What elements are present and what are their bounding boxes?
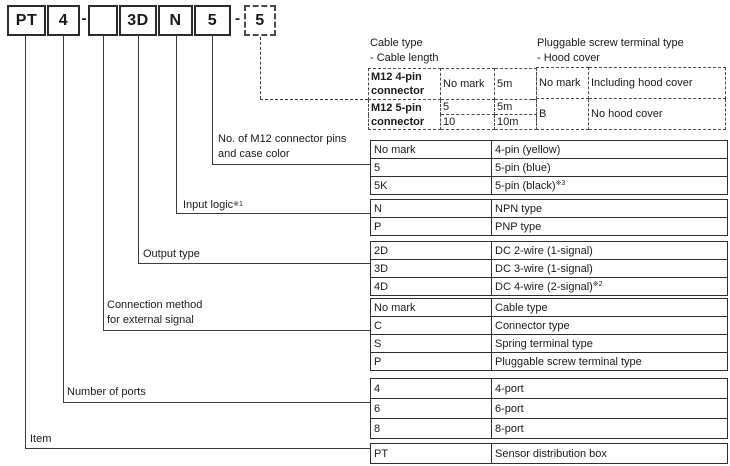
item-table: [370, 443, 728, 464]
table-row: [371, 177, 728, 195]
connector-line-cable-dashed: [260, 99, 368, 100]
model-segment-connection: [88, 5, 118, 36]
table-row: [371, 444, 728, 464]
table-row: [369, 69, 537, 100]
model-segment-ports: 4: [47, 5, 80, 36]
desc-cell: 8-port: [492, 419, 728, 439]
code-cell: 3D: [371, 260, 492, 278]
connector-line-input: [176, 36, 177, 213]
footnote-mark: ※2: [592, 280, 603, 288]
desc-cell: 6-port: [492, 399, 728, 419]
desc-cell: 4-port: [492, 379, 728, 399]
desc-cell: Spring terminal type: [492, 335, 728, 353]
connector-line-ports: [63, 402, 370, 403]
cable-table-heading: Cable type - Cable length: [370, 37, 439, 64]
hood-table-heading: Pluggable screw terminal type - Hood cover: [537, 37, 684, 64]
connector-line-output: [138, 36, 139, 263]
code-cell: P: [371, 353, 492, 371]
output-type-table: [370, 241, 728, 296]
cable-type-table: [368, 68, 537, 130]
table-row: [371, 335, 728, 353]
code-cell: 5: [441, 100, 495, 115]
code-cell: 4D: [371, 278, 492, 296]
connector-line-output: [138, 263, 370, 264]
length-cell: 5m: [495, 100, 537, 115]
code-cell: No mark: [371, 141, 492, 159]
table-row: [371, 317, 728, 335]
model-segment-pins: 5: [194, 5, 231, 36]
table-row: [371, 299, 728, 317]
code-cell: 5K: [371, 177, 492, 195]
table-row: [369, 100, 537, 115]
table-row: [371, 242, 728, 260]
table-row: [371, 218, 728, 236]
item-section-label: Item: [30, 433, 52, 445]
length-cell: 10m: [495, 115, 537, 130]
connection-section-label: Connection method for external signal: [107, 299, 203, 326]
table-row: [537, 99, 726, 130]
output-type-section-label: Output type: [143, 248, 200, 260]
table-row: [371, 141, 728, 159]
model-separator-dash: -: [81, 10, 87, 27]
connector-line-ports: [63, 36, 64, 402]
table-row: [371, 399, 728, 419]
desc-cell: No hood cover: [589, 99, 726, 130]
connector-line-item: [25, 448, 370, 449]
code-cell: 5: [371, 159, 492, 177]
desc-cell: Sensor distribution box: [492, 444, 728, 464]
desc-cell: Pluggable screw terminal type: [492, 353, 728, 371]
connection-method-table: [370, 298, 728, 371]
desc-cell: PNP type: [492, 218, 728, 236]
code-cell: No mark: [371, 299, 492, 317]
desc-cell: 5-pin (black)$^{※3}$: [492, 177, 728, 195]
connector-line-connection: [103, 330, 370, 331]
desc-cell: Connector type: [492, 317, 728, 335]
table-row: [371, 278, 728, 296]
model-segment-item: PT: [7, 5, 46, 36]
table-row: [371, 260, 728, 278]
cable-type-cell: M12 5-pin connector: [369, 100, 441, 130]
table-row: [371, 159, 728, 177]
desc-cell: DC 3-wire (1-signal): [492, 260, 728, 278]
connector-line-pins: [212, 164, 370, 165]
ports-section-label: Number of ports: [67, 386, 146, 398]
desc-cell: 4-pin (yellow): [492, 141, 728, 159]
code-cell: No mark: [537, 68, 589, 99]
hood-cover-table: [536, 67, 726, 130]
pins-section-label: No. of M12 connector pins and case color: [218, 133, 347, 160]
table-row: [371, 353, 728, 371]
desc-cell: DC 2-wire (1-signal): [492, 242, 728, 260]
code-cell: 4: [371, 379, 492, 399]
input-logic-table: [370, 199, 728, 236]
code-cell: P: [371, 218, 492, 236]
code-cell: B: [537, 99, 589, 130]
pins-table: [370, 140, 728, 195]
code-cell: 2D: [371, 242, 492, 260]
model-segment-cable-length: 5: [244, 5, 276, 36]
code-cell: 10: [441, 115, 495, 130]
connector-line-item: [25, 36, 26, 448]
desc-cell: 5-pin (blue): [492, 159, 728, 177]
cable-type-cell: M12 4-pin connector: [369, 69, 441, 100]
code-cell: N: [371, 200, 492, 218]
table-row: [371, 200, 728, 218]
code-cell: C: [371, 317, 492, 335]
model-separator-dash-2: -: [235, 10, 240, 27]
connector-line-pins: [212, 36, 213, 164]
input-logic-section-label: Input logic$^{※1}$: [183, 199, 243, 211]
footnote-mark: ※1: [233, 201, 243, 208]
desc-cell: NPN type: [492, 200, 728, 218]
desc-cell: DC 4-wire (2-signal)$^{※2}$: [492, 278, 728, 296]
table-row: [371, 419, 728, 439]
code-cell: 6: [371, 399, 492, 419]
connector-line-input: [176, 213, 370, 214]
footnote-mark: ※3: [555, 179, 566, 187]
desc-cell: Cable type: [492, 299, 728, 317]
model-segment-output: 3D: [119, 5, 157, 36]
code-cell: PT: [371, 444, 492, 464]
code-cell: No mark: [441, 69, 495, 100]
ports-table: [370, 378, 728, 439]
model-segment-input: N: [158, 5, 193, 36]
connector-line-cable-dashed: [260, 37, 261, 99]
table-row: [371, 379, 728, 399]
table-row: [537, 68, 726, 99]
desc-cell: Including hood cover: [589, 68, 726, 99]
code-cell: S: [371, 335, 492, 353]
connector-line-connection: [103, 36, 104, 330]
code-cell: 8: [371, 419, 492, 439]
length-cell: 5m: [495, 69, 537, 100]
